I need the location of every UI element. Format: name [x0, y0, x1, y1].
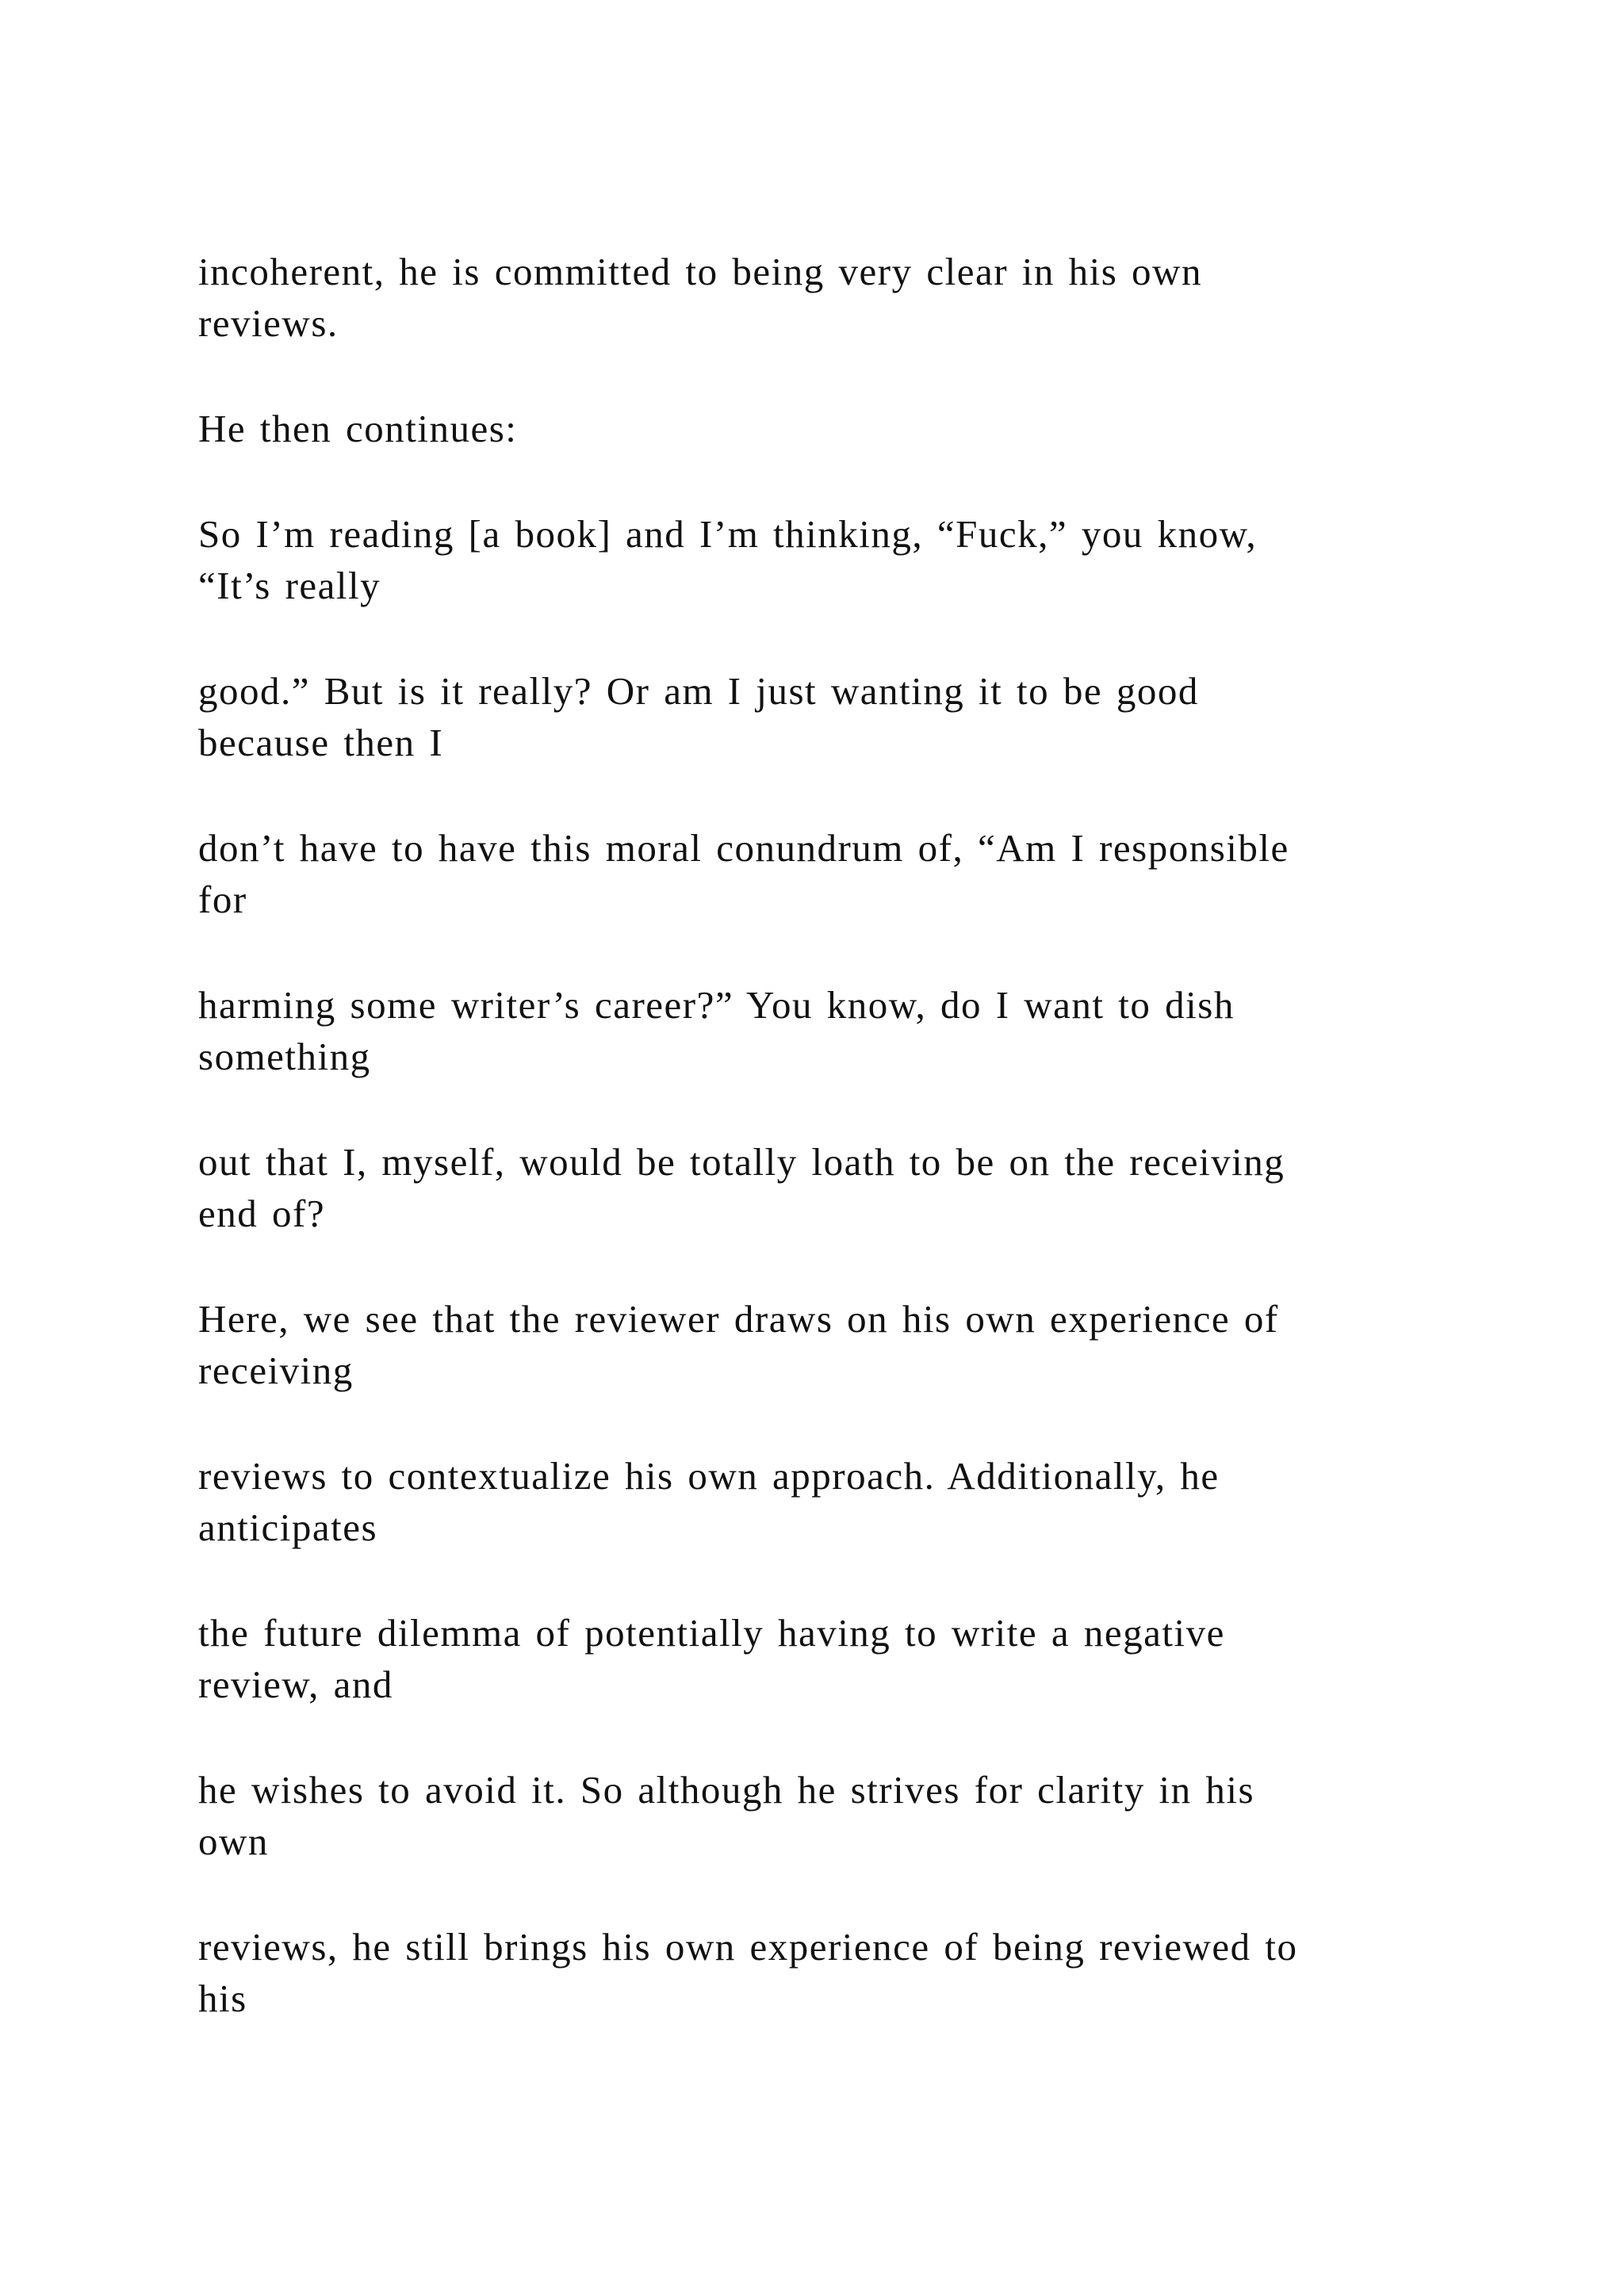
text-line: the future dilemma of potentially having to write a negative: [198, 1611, 1225, 1655]
text-line: review, and: [198, 1663, 393, 1706]
text-line: reviews to contextualize his own approach. Additionally, he: [198, 1454, 1220, 1498]
paragraph: [198, 246, 1507, 349]
text-line: don’t have to have this moral conundrum of, “Am I responsible: [198, 826, 1289, 870]
text-line: he wishes to avoid it. So although he strives for clarity in his: [198, 1768, 1255, 1812]
paragraph: [198, 1764, 1507, 1867]
paragraph: [198, 508, 1507, 611]
paragraph: [198, 1293, 1507, 1396]
text-line: his: [198, 1976, 247, 2020]
text-line: own: [198, 1820, 269, 1863]
paragraph: [198, 1607, 1507, 1710]
text-line: He then continues:: [198, 407, 518, 450]
text-line: anticipates: [198, 1506, 378, 1549]
paragraph: [198, 1921, 1507, 2024]
paragraph: [198, 403, 1507, 454]
text-line: incoherent, he is committed to being very clear in his own: [198, 250, 1202, 293]
text-line: reviews.: [198, 301, 339, 345]
text-line: for: [198, 878, 247, 921]
document-body: [198, 246, 1507, 2078]
text-line: harming some writer’s career?” You know, do I want to dish: [198, 983, 1235, 1027]
paragraph: [198, 665, 1507, 768]
text-line: “It’s really: [198, 564, 381, 607]
text-line: something: [198, 1035, 371, 1078]
text-line: out that I, myself, would be totally loath to be on the receiving: [198, 1140, 1285, 1184]
text-line: end of?: [198, 1192, 326, 1235]
paragraph: [198, 1450, 1507, 1553]
text-line: because then I: [198, 721, 444, 764]
text-line: receiving: [198, 1349, 354, 1392]
text-line: good.” But is it really? Or am I just wanting it to be good: [198, 669, 1199, 713]
paragraph: [198, 979, 1507, 1082]
paragraph: [198, 1136, 1507, 1239]
paragraph: [198, 822, 1507, 925]
text-line: reviews, he still brings his own experience of being reviewed to: [198, 1925, 1298, 1969]
text-line: Here, we see that the reviewer draws on his own experience of: [198, 1297, 1279, 1341]
text-line: So I’m reading [a book] and I’m thinking, “Fuck,” you know,: [198, 512, 1258, 556]
